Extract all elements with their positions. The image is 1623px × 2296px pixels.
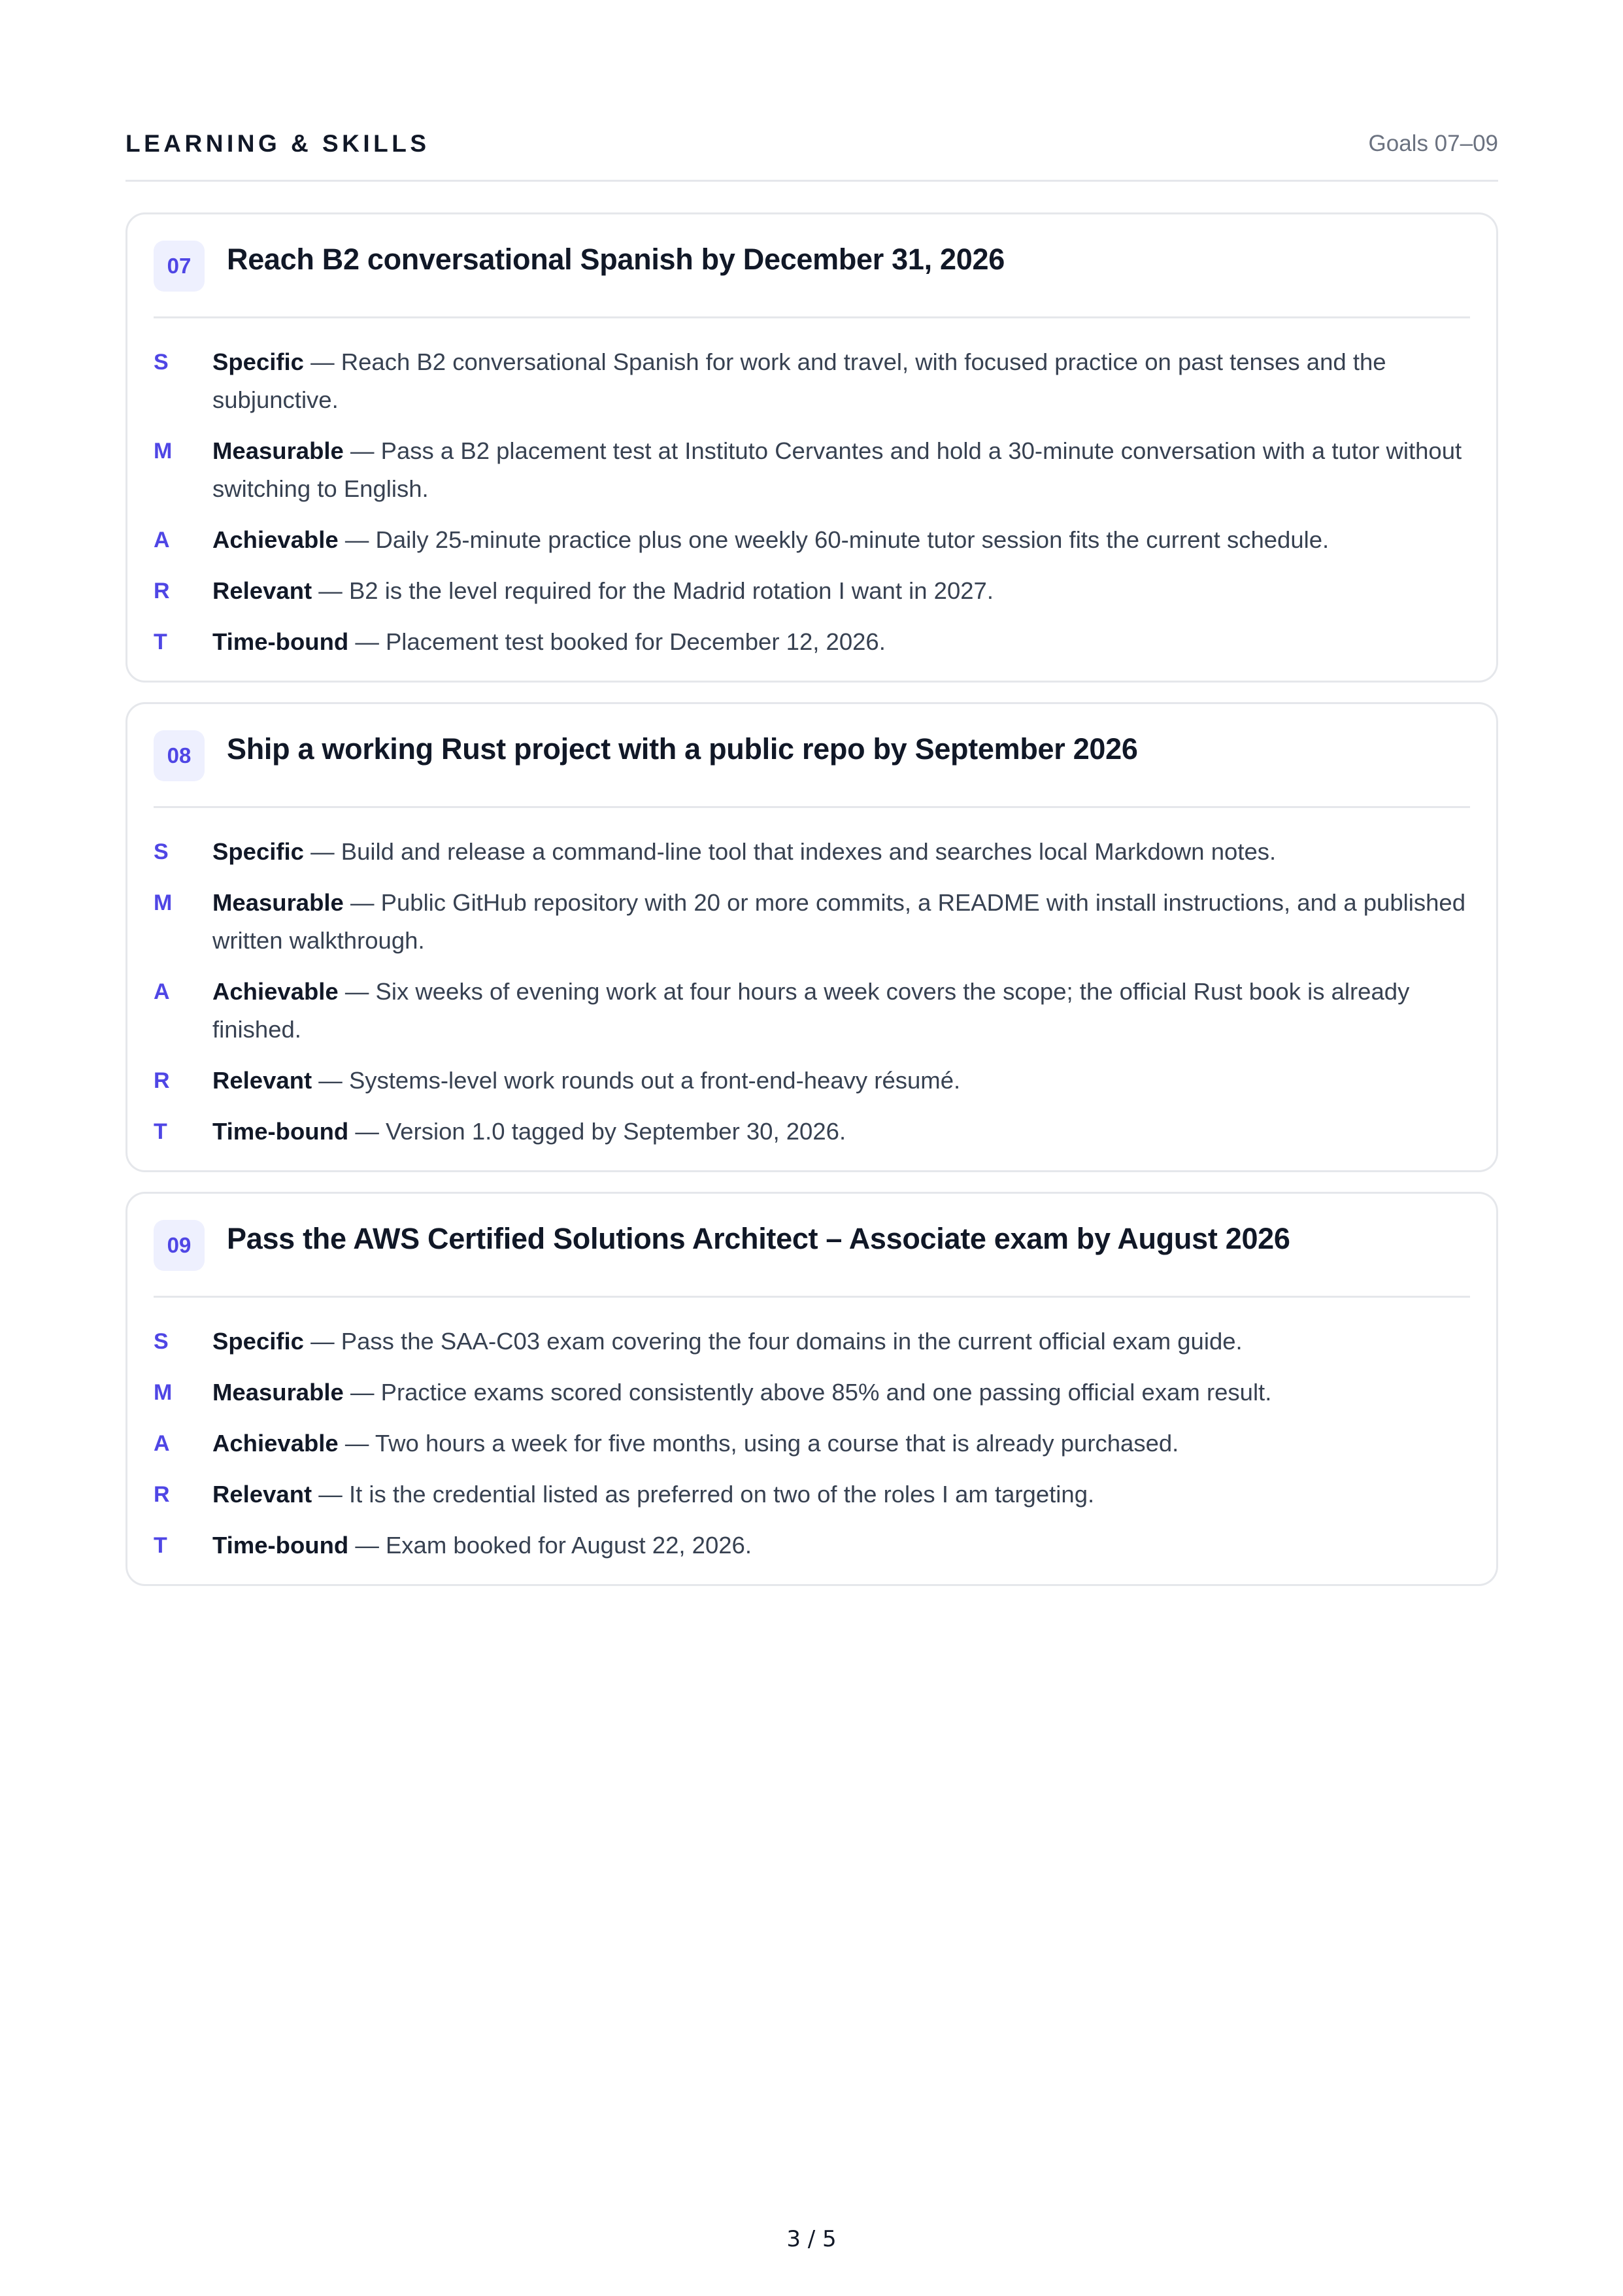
section-header <box>125 124 1498 182</box>
criterion-text <box>212 521 1467 559</box>
criterion-description: — Systems-level work rounds out a front-end-heavy résumé. <box>312 1067 961 1094</box>
goal-number-badge: 08 <box>154 730 205 781</box>
criterion-label: Specific <box>212 838 304 865</box>
goal-number-badge: 07 <box>154 241 205 292</box>
criterion-time-bound <box>154 1113 1470 1151</box>
criterion-letter: R <box>154 579 170 603</box>
criterion-letter: S <box>154 839 169 864</box>
criterion-label: Achievable <box>212 1430 339 1457</box>
criterion-text <box>212 343 1467 419</box>
criterion-text <box>212 432 1467 508</box>
criterion-description: — Version 1.0 tagged by September 30, 2026. <box>348 1118 846 1145</box>
criterion-specific <box>154 833 1470 871</box>
criterion-measurable <box>154 1374 1470 1411</box>
criterion-achievable <box>154 973 1470 1049</box>
goal-card-07 <box>125 212 1498 683</box>
criterion-description: — Two hours a week for five months, using a course that is already purchased. <box>338 1430 1179 1457</box>
criterion-text <box>212 973 1467 1049</box>
criterion-description: — Pass the SAA-C03 exam covering the four domains in the current official exam guide. <box>303 1328 1243 1355</box>
criterion-description: — Exam booked for August 22, 2026. <box>348 1532 752 1559</box>
criterion-label: Time-bound <box>212 1532 349 1559</box>
goal-card-08 <box>125 702 1498 1172</box>
criterion-letter: M <box>154 1380 173 1405</box>
criterion-text <box>212 1374 1467 1411</box>
criterion-specific <box>154 343 1470 419</box>
criterion-achievable <box>154 521 1470 559</box>
criterion-text <box>212 1062 1467 1100</box>
criterion-description: — Placement test booked for December 12, 2026. <box>348 628 886 655</box>
criterion-label: Measurable <box>212 1379 344 1406</box>
criterion-description: — It is the credential listed as preferred on two of the roles I am targeting. <box>312 1481 1095 1508</box>
page-number: 3 / 5 <box>786 2226 837 2252</box>
goal-number-badge: 09 <box>154 1220 205 1271</box>
goal-card-09 <box>125 1192 1498 1586</box>
goals-range-label: Goals 07–09 <box>1368 131 1498 156</box>
criterion-description: — Practice exams scored consistently above 85% and one passing official exam result. <box>343 1379 1272 1406</box>
criterion-description: — Pass a B2 placement test at Instituto Cervantes and hold a 30-minute conversation with a tutor without switching to English. <box>212 437 1462 502</box>
goal-title: Pass the AWS Certified Solutions Architect – Associate exam by August 2026 <box>227 1222 1290 1255</box>
criterion-label: Relevant <box>212 1067 312 1094</box>
criterion-letter: S <box>154 350 169 375</box>
goal-card-header <box>154 1219 1470 1298</box>
criterion-letter: M <box>154 439 173 464</box>
criterion-label: Measurable <box>212 889 344 916</box>
criterion-text <box>212 1476 1467 1513</box>
criterion-letter: T <box>154 630 167 654</box>
criterion-description: — B2 is the level required for the Madrid rotation I want in 2027. <box>312 577 994 604</box>
goal-card-header <box>154 729 1470 808</box>
criterion-label: Specific <box>212 348 304 375</box>
criterion-letter: T <box>154 1533 167 1558</box>
criterion-text <box>212 833 1467 871</box>
criterion-letter: A <box>154 979 170 1004</box>
criterion-label: Measurable <box>212 437 344 464</box>
criterion-text <box>212 884 1467 960</box>
criterion-letter: M <box>154 890 173 915</box>
goal-title: Reach B2 conversational Spanish by December 31, 2026 <box>227 243 1005 276</box>
criterion-relevant <box>154 1476 1470 1513</box>
criterion-description: — Reach B2 conversational Spanish for work and travel, with focused practice on past tenses and the subjunctive. <box>212 348 1386 413</box>
criterion-label: Relevant <box>212 1481 312 1508</box>
criterion-letter: R <box>154 1068 170 1093</box>
criterion-relevant <box>154 572 1470 610</box>
criterion-relevant <box>154 1062 1470 1100</box>
section-title: LEARNING & SKILLS <box>125 130 430 157</box>
criterion-label: Achievable <box>212 526 339 553</box>
criterion-letter: T <box>154 1119 167 1144</box>
criterion-text <box>212 1113 1467 1151</box>
criterion-text <box>212 1425 1467 1462</box>
criterion-letter: A <box>154 1431 170 1456</box>
criterion-label: Achievable <box>212 978 339 1005</box>
criterion-letter: R <box>154 1482 170 1507</box>
criterion-description: — Build and release a command-line tool that indexes and searches local Markdown notes. <box>303 838 1277 865</box>
criterion-time-bound <box>154 623 1470 661</box>
criterion-text <box>212 1323 1467 1360</box>
criterion-description: — Public GitHub repository with 20 or more commits, a README with install instructions, and a published written walkthrough. <box>212 889 1466 954</box>
criterion-label: Relevant <box>212 577 312 604</box>
criterion-description: — Daily 25-minute practice plus one weekly 60-minute tutor session fits the current schedule. <box>338 526 1330 553</box>
criterion-label: Time-bound <box>212 1118 349 1145</box>
criterion-measurable <box>154 884 1470 960</box>
criterion-text <box>212 1527 1467 1564</box>
criterion-achievable <box>154 1425 1470 1462</box>
criterion-text <box>212 572 1467 610</box>
criterion-time-bound <box>154 1527 1470 1564</box>
goal-card-header <box>154 239 1470 318</box>
goal-title: Ship a working Rust project with a public repo by September 2026 <box>227 732 1138 766</box>
criterion-letter: S <box>154 1329 169 1354</box>
goal-cards <box>125 212 1498 1606</box>
criterion-measurable <box>154 432 1470 508</box>
criterion-text <box>212 623 1467 661</box>
criterion-specific <box>154 1323 1470 1360</box>
criterion-label: Time-bound <box>212 628 349 655</box>
criterion-label: Specific <box>212 1328 304 1355</box>
criterion-description: — Six weeks of evening work at four hours a week covers the scope; the official Rust book is already finished. <box>212 978 1410 1043</box>
criterion-letter: A <box>154 528 170 552</box>
